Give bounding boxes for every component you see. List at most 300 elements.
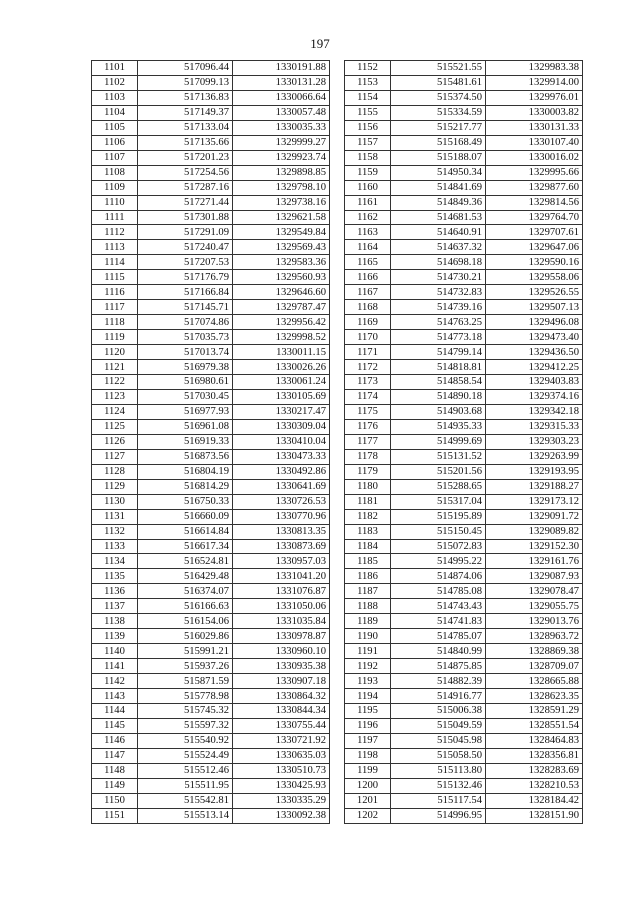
point-number-cell: 1146	[92, 733, 138, 748]
y-coordinate-cell: 1329877.60	[486, 180, 583, 195]
x-coordinate-cell: 517271.44	[138, 195, 233, 210]
x-coordinate-cell: 515374.50	[391, 90, 486, 105]
x-coordinate-cell: 514999.69	[391, 434, 486, 449]
point-number-cell: 1183	[345, 524, 391, 539]
y-coordinate-cell: 1329087.93	[486, 569, 583, 584]
y-coordinate-cell: 1328623.35	[486, 689, 583, 704]
y-coordinate-cell: 1328184.42	[486, 793, 583, 808]
table-row	[92, 539, 330, 554]
point-number-cell: 1199	[345, 763, 391, 778]
point-number-cell: 1144	[92, 703, 138, 718]
x-coordinate-cell: 516154.06	[138, 614, 233, 629]
y-coordinate-cell: 1330510.73	[233, 763, 330, 778]
x-coordinate-cell: 514741.83	[391, 614, 486, 629]
x-coordinate-cell: 515217.77	[391, 120, 486, 135]
x-coordinate-cell: 515524.49	[138, 748, 233, 763]
x-coordinate-cell: 516814.29	[138, 479, 233, 494]
y-coordinate-cell: 1330813.35	[233, 524, 330, 539]
point-number-cell: 1131	[92, 509, 138, 524]
x-coordinate-cell: 517240.47	[138, 240, 233, 255]
table-row	[345, 584, 583, 599]
table-row	[345, 464, 583, 479]
point-number-cell: 1165	[345, 255, 391, 270]
coordinates-table-right	[344, 60, 583, 824]
table-row	[345, 75, 583, 90]
point-number-cell: 1196	[345, 718, 391, 733]
point-number-cell: 1149	[92, 778, 138, 793]
table-row	[92, 165, 330, 180]
x-coordinate-cell: 516919.33	[138, 434, 233, 449]
point-number-cell: 1179	[345, 464, 391, 479]
point-number-cell: 1188	[345, 599, 391, 614]
point-number-cell: 1181	[345, 494, 391, 509]
x-coordinate-cell: 516614.84	[138, 524, 233, 539]
point-number-cell: 1163	[345, 225, 391, 240]
x-coordinate-cell: 517145.71	[138, 300, 233, 315]
y-coordinate-cell: 1328356.81	[486, 748, 583, 763]
point-number-cell: 1124	[92, 404, 138, 419]
point-number-cell: 1139	[92, 629, 138, 644]
y-coordinate-cell: 1330641.69	[233, 479, 330, 494]
table-row	[345, 808, 583, 823]
table-row	[345, 539, 583, 554]
table-row	[345, 494, 583, 509]
point-number-cell: 1113	[92, 240, 138, 255]
table-row	[345, 554, 583, 569]
x-coordinate-cell: 517166.84	[138, 285, 233, 300]
x-coordinate-cell: 514858.54	[391, 375, 486, 390]
table-row	[345, 389, 583, 404]
y-coordinate-cell: 1328963.72	[486, 629, 583, 644]
y-coordinate-cell: 1329089.82	[486, 524, 583, 539]
point-number-cell: 1132	[92, 524, 138, 539]
x-coordinate-cell: 516374.07	[138, 584, 233, 599]
point-number-cell: 1154	[345, 90, 391, 105]
point-number-cell: 1202	[345, 808, 391, 823]
point-number-cell: 1170	[345, 330, 391, 345]
x-coordinate-cell: 515991.21	[138, 644, 233, 659]
y-coordinate-cell: 1329526.55	[486, 285, 583, 300]
x-coordinate-cell: 514763.25	[391, 315, 486, 330]
point-number-cell: 1157	[345, 135, 391, 150]
table-row	[345, 315, 583, 330]
table-row	[92, 195, 330, 210]
point-number-cell: 1185	[345, 554, 391, 569]
x-coordinate-cell: 516617.34	[138, 539, 233, 554]
table-row	[345, 404, 583, 419]
x-coordinate-cell: 514916.77	[391, 689, 486, 704]
x-coordinate-cell: 515937.26	[138, 659, 233, 674]
point-number-cell: 1137	[92, 599, 138, 614]
y-coordinate-cell: 1329976.01	[486, 90, 583, 105]
y-coordinate-cell: 1329412.25	[486, 360, 583, 375]
y-coordinate-cell: 1329558.06	[486, 270, 583, 285]
table-row	[345, 255, 583, 270]
point-number-cell: 1180	[345, 479, 391, 494]
table-row	[92, 703, 330, 718]
table-row	[345, 449, 583, 464]
table-row	[92, 644, 330, 659]
x-coordinate-cell: 516029.86	[138, 629, 233, 644]
y-coordinate-cell: 1329173.12	[486, 494, 583, 509]
y-coordinate-cell: 1328551.54	[486, 718, 583, 733]
table-row	[92, 270, 330, 285]
table-row	[92, 135, 330, 150]
y-coordinate-cell: 1330016.02	[486, 150, 583, 165]
y-coordinate-cell: 1329549.84	[233, 225, 330, 240]
y-coordinate-cell: 1329998.52	[233, 330, 330, 345]
point-number-cell: 1117	[92, 300, 138, 315]
x-coordinate-cell: 515521.55	[391, 61, 486, 76]
table-row	[345, 434, 583, 449]
point-number-cell: 1145	[92, 718, 138, 733]
y-coordinate-cell: 1330960.10	[233, 644, 330, 659]
point-number-cell: 1177	[345, 434, 391, 449]
table-row	[345, 419, 583, 434]
table-row	[92, 255, 330, 270]
y-coordinate-cell: 1329914.00	[486, 75, 583, 90]
y-coordinate-cell: 1330003.82	[486, 105, 583, 120]
x-coordinate-cell: 515168.49	[391, 135, 486, 150]
x-coordinate-cell: 514890.18	[391, 389, 486, 404]
x-coordinate-cell: 515150.45	[391, 524, 486, 539]
table-row	[92, 360, 330, 375]
point-number-cell: 1167	[345, 285, 391, 300]
table-row	[92, 554, 330, 569]
x-coordinate-cell: 515058.50	[391, 748, 486, 763]
point-number-cell: 1105	[92, 120, 138, 135]
x-coordinate-cell: 517099.13	[138, 75, 233, 90]
y-coordinate-cell: 1329787.47	[233, 300, 330, 315]
point-number-cell: 1108	[92, 165, 138, 180]
table-row	[92, 629, 330, 644]
x-coordinate-cell: 517301.88	[138, 210, 233, 225]
table-row	[92, 404, 330, 419]
x-coordinate-cell: 514882.39	[391, 674, 486, 689]
table-row	[92, 345, 330, 360]
x-coordinate-cell: 515045.98	[391, 733, 486, 748]
y-coordinate-cell: 1329764.70	[486, 210, 583, 225]
table-row	[345, 718, 583, 733]
table-row	[92, 180, 330, 195]
point-number-cell: 1158	[345, 150, 391, 165]
x-coordinate-cell: 517291.09	[138, 225, 233, 240]
table-row	[92, 330, 330, 345]
point-number-cell: 1184	[345, 539, 391, 554]
point-number-cell: 1151	[92, 808, 138, 823]
point-number-cell: 1103	[92, 90, 138, 105]
x-coordinate-cell: 515481.61	[391, 75, 486, 90]
table-row	[92, 464, 330, 479]
y-coordinate-cell: 1330425.93	[233, 778, 330, 793]
x-coordinate-cell: 515513.14	[138, 808, 233, 823]
point-number-cell: 1126	[92, 434, 138, 449]
table-row	[92, 375, 330, 390]
point-number-cell: 1150	[92, 793, 138, 808]
table-row	[92, 494, 330, 509]
x-coordinate-cell: 514773.18	[391, 330, 486, 345]
table-row	[345, 225, 583, 240]
point-number-cell: 1198	[345, 748, 391, 763]
x-coordinate-cell: 515132.46	[391, 778, 486, 793]
point-number-cell: 1187	[345, 584, 391, 599]
y-coordinate-cell: 1331050.06	[233, 599, 330, 614]
point-number-cell: 1142	[92, 674, 138, 689]
point-number-cell: 1119	[92, 330, 138, 345]
x-coordinate-cell: 517136.83	[138, 90, 233, 105]
x-coordinate-cell: 514799.14	[391, 345, 486, 360]
x-coordinate-cell: 514637.32	[391, 240, 486, 255]
y-coordinate-cell: 1331076.87	[233, 584, 330, 599]
table-row	[345, 748, 583, 763]
x-coordinate-cell: 514875.85	[391, 659, 486, 674]
point-number-cell: 1175	[345, 404, 391, 419]
point-number-cell: 1138	[92, 614, 138, 629]
y-coordinate-cell: 1328210.53	[486, 778, 583, 793]
table-row	[92, 120, 330, 135]
point-number-cell: 1152	[345, 61, 391, 76]
table-row	[345, 689, 583, 704]
y-coordinate-cell: 1329590.16	[486, 255, 583, 270]
x-coordinate-cell: 517287.16	[138, 180, 233, 195]
x-coordinate-cell: 517254.56	[138, 165, 233, 180]
x-coordinate-cell: 514995.22	[391, 554, 486, 569]
point-number-cell: 1200	[345, 778, 391, 793]
y-coordinate-cell: 1330011.15	[233, 345, 330, 360]
y-coordinate-cell: 1329152.30	[486, 539, 583, 554]
table-row	[345, 120, 583, 135]
point-number-cell: 1127	[92, 449, 138, 464]
y-coordinate-cell: 1330978.87	[233, 629, 330, 644]
point-number-cell: 1161	[345, 195, 391, 210]
x-coordinate-cell: 515511.95	[138, 778, 233, 793]
y-coordinate-cell: 1330092.38	[233, 808, 330, 823]
y-coordinate-cell: 1329646.60	[233, 285, 330, 300]
point-number-cell: 1186	[345, 569, 391, 584]
x-coordinate-cell: 514640.91	[391, 225, 486, 240]
point-number-cell: 1121	[92, 360, 138, 375]
table-row	[345, 90, 583, 105]
table-row	[92, 599, 330, 614]
table-row	[345, 629, 583, 644]
y-coordinate-cell: 1330191.88	[233, 61, 330, 76]
point-number-cell: 1195	[345, 703, 391, 718]
x-coordinate-cell: 515334.59	[391, 105, 486, 120]
y-coordinate-cell: 1328151.90	[486, 808, 583, 823]
table-row	[345, 135, 583, 150]
y-coordinate-cell: 1330335.29	[233, 793, 330, 808]
y-coordinate-cell: 1328869.38	[486, 644, 583, 659]
y-coordinate-cell: 1330410.04	[233, 434, 330, 449]
y-coordinate-cell: 1329496.08	[486, 315, 583, 330]
x-coordinate-cell: 516166.63	[138, 599, 233, 614]
table-row	[92, 150, 330, 165]
table-row	[92, 61, 330, 76]
y-coordinate-cell: 1330635.03	[233, 748, 330, 763]
y-coordinate-cell: 1329055.75	[486, 599, 583, 614]
y-coordinate-cell: 1329621.58	[233, 210, 330, 225]
table-row	[92, 763, 330, 778]
y-coordinate-cell: 1329923.74	[233, 150, 330, 165]
table-row	[345, 644, 583, 659]
x-coordinate-cell: 514698.18	[391, 255, 486, 270]
table-row	[92, 778, 330, 793]
table-row	[92, 75, 330, 90]
y-coordinate-cell: 1329303.23	[486, 434, 583, 449]
point-number-cell: 1171	[345, 345, 391, 360]
y-coordinate-cell: 1330066.64	[233, 90, 330, 105]
y-coordinate-cell: 1328464.83	[486, 733, 583, 748]
y-coordinate-cell: 1330755.44	[233, 718, 330, 733]
x-coordinate-cell: 517030.45	[138, 389, 233, 404]
point-number-cell: 1172	[345, 360, 391, 375]
y-coordinate-cell: 1328591.29	[486, 703, 583, 718]
table-row	[345, 375, 583, 390]
point-number-cell: 1176	[345, 419, 391, 434]
point-number-cell: 1122	[92, 375, 138, 390]
x-coordinate-cell: 516961.08	[138, 419, 233, 434]
y-coordinate-cell: 1329738.16	[233, 195, 330, 210]
table-row	[92, 584, 330, 599]
point-number-cell: 1140	[92, 644, 138, 659]
y-coordinate-cell: 1330473.33	[233, 449, 330, 464]
table-row	[92, 315, 330, 330]
table-row	[345, 674, 583, 689]
point-number-cell: 1173	[345, 375, 391, 390]
table-row	[345, 165, 583, 180]
table-row	[92, 419, 330, 434]
x-coordinate-cell: 515113.80	[391, 763, 486, 778]
point-number-cell: 1162	[345, 210, 391, 225]
table-row	[92, 479, 330, 494]
table-row	[92, 733, 330, 748]
x-coordinate-cell: 517013.74	[138, 345, 233, 360]
point-number-cell: 1147	[92, 748, 138, 763]
point-number-cell: 1116	[92, 285, 138, 300]
table-row	[345, 61, 583, 76]
point-number-cell: 1123	[92, 389, 138, 404]
table-row	[92, 614, 330, 629]
y-coordinate-cell: 1329569.43	[233, 240, 330, 255]
table-row	[92, 434, 330, 449]
point-number-cell: 1178	[345, 449, 391, 464]
y-coordinate-cell: 1329473.40	[486, 330, 583, 345]
x-coordinate-cell: 514849.36	[391, 195, 486, 210]
table-row	[345, 614, 583, 629]
table-row	[345, 180, 583, 195]
x-coordinate-cell: 514730.21	[391, 270, 486, 285]
x-coordinate-cell: 514739.16	[391, 300, 486, 315]
table-row	[345, 360, 583, 375]
y-coordinate-cell: 1329798.10	[233, 180, 330, 195]
x-coordinate-cell: 515542.81	[138, 793, 233, 808]
y-coordinate-cell: 1330907.18	[233, 674, 330, 689]
table-row	[92, 748, 330, 763]
x-coordinate-cell: 515540.92	[138, 733, 233, 748]
point-number-cell: 1190	[345, 629, 391, 644]
y-coordinate-cell: 1330217.47	[233, 404, 330, 419]
table-row	[345, 793, 583, 808]
table-row	[345, 195, 583, 210]
y-coordinate-cell: 1329091.72	[486, 509, 583, 524]
y-coordinate-cell: 1329013.76	[486, 614, 583, 629]
table-row	[345, 703, 583, 718]
table-row	[345, 210, 583, 225]
table-row	[92, 90, 330, 105]
y-coordinate-cell: 1329161.76	[486, 554, 583, 569]
y-coordinate-cell: 1329188.27	[486, 479, 583, 494]
table-row	[345, 270, 583, 285]
table-row	[92, 210, 330, 225]
table-row	[345, 105, 583, 120]
y-coordinate-cell: 1329999.27	[233, 135, 330, 150]
point-number-cell: 1111	[92, 210, 138, 225]
point-number-cell: 1160	[345, 180, 391, 195]
y-coordinate-cell: 1330057.48	[233, 105, 330, 120]
point-number-cell: 1141	[92, 659, 138, 674]
point-number-cell: 1166	[345, 270, 391, 285]
table-row	[345, 763, 583, 778]
y-coordinate-cell: 1328283.69	[486, 763, 583, 778]
table-row	[92, 659, 330, 674]
point-number-cell: 1148	[92, 763, 138, 778]
x-coordinate-cell: 515006.38	[391, 703, 486, 718]
page-number: 197	[310, 36, 330, 51]
x-coordinate-cell: 517074.86	[138, 315, 233, 330]
x-coordinate-cell: 516429.48	[138, 569, 233, 584]
point-number-cell: 1193	[345, 674, 391, 689]
x-coordinate-cell: 516979.38	[138, 360, 233, 375]
x-coordinate-cell: 517135.66	[138, 135, 233, 150]
y-coordinate-cell: 1329342.18	[486, 404, 583, 419]
y-coordinate-cell: 1329814.56	[486, 195, 583, 210]
table-row	[92, 449, 330, 464]
x-coordinate-cell: 515778.98	[138, 689, 233, 704]
point-number-cell: 1197	[345, 733, 391, 748]
point-number-cell: 1112	[92, 225, 138, 240]
y-coordinate-cell: 1329078.47	[486, 584, 583, 599]
x-coordinate-cell: 517201.23	[138, 150, 233, 165]
point-number-cell: 1107	[92, 150, 138, 165]
y-coordinate-cell: 1330721.92	[233, 733, 330, 748]
table-row	[345, 599, 583, 614]
y-coordinate-cell: 1331041.20	[233, 569, 330, 584]
point-number-cell: 1194	[345, 689, 391, 704]
x-coordinate-cell: 515871.59	[138, 674, 233, 689]
table-row	[345, 240, 583, 255]
x-coordinate-cell: 517133.04	[138, 120, 233, 135]
y-coordinate-cell: 1329983.38	[486, 61, 583, 76]
point-number-cell: 1115	[92, 270, 138, 285]
point-number-cell: 1110	[92, 195, 138, 210]
x-coordinate-cell: 515117.54	[391, 793, 486, 808]
y-coordinate-cell: 1329507.13	[486, 300, 583, 315]
table-row	[345, 778, 583, 793]
point-number-cell: 1164	[345, 240, 391, 255]
x-coordinate-cell: 514681.53	[391, 210, 486, 225]
y-coordinate-cell: 1330844.34	[233, 703, 330, 718]
x-coordinate-cell: 516980.61	[138, 375, 233, 390]
x-coordinate-cell: 514785.08	[391, 584, 486, 599]
x-coordinate-cell: 517096.44	[138, 61, 233, 76]
x-coordinate-cell: 514950.34	[391, 165, 486, 180]
table-row	[345, 330, 583, 345]
y-coordinate-cell: 1329193.95	[486, 464, 583, 479]
x-coordinate-cell: 514996.95	[391, 808, 486, 823]
point-number-cell: 1101	[92, 61, 138, 76]
x-coordinate-cell: 516750.33	[138, 494, 233, 509]
point-number-cell: 1128	[92, 464, 138, 479]
